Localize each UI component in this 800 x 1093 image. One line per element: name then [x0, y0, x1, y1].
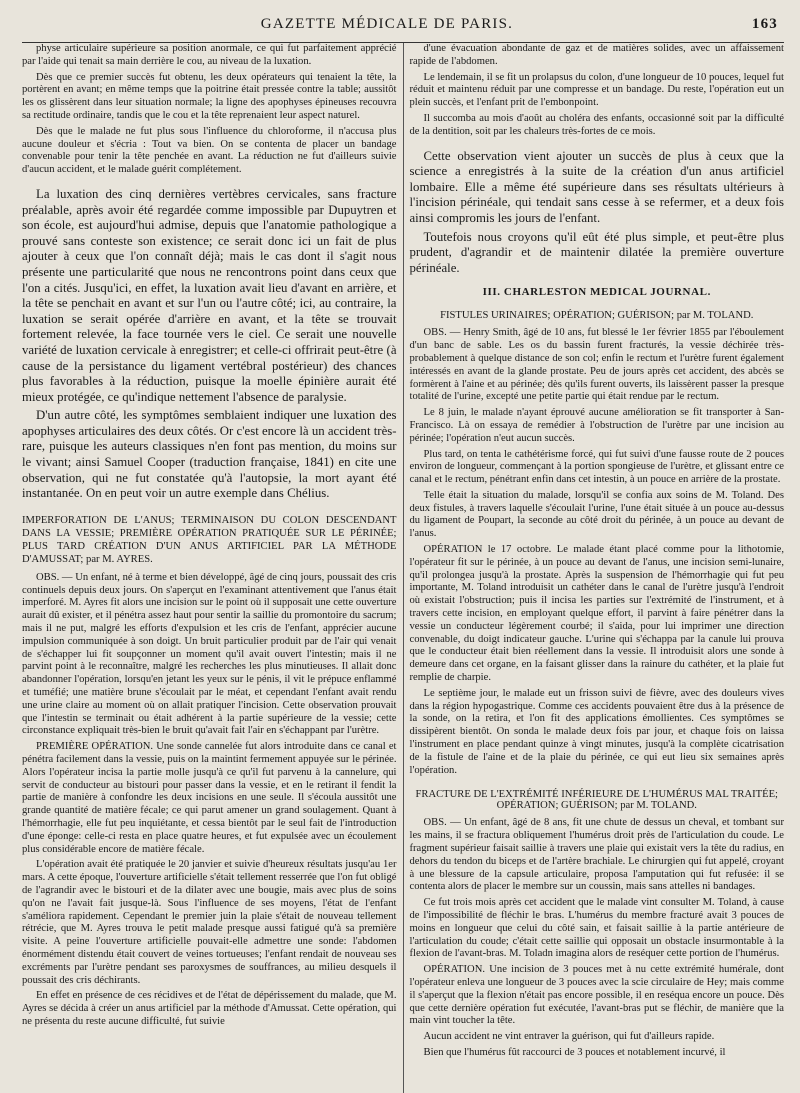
paragraph: OBS. — Henry Smith, âgé de 10 ans, fut blessé le 1er février 1855 par l'éboulement d'un banc de sable. Les os du bassin furent fracturés, la vessie déchirée très-probablement à quelque distance de son col; enfin le rectum et l'urètre furent également intéressés en avant de la glande prostate. Peu de jours après cet accident, des abcès se formèrent à l'aine et au périnée; dès qu'ils furent ouverts, ils laissèrent passer la presque totalité de l'urine, excepté une petite partie qui était rendue par le rectum.	[409, 327, 784, 403]
case-heading: IMPERFORATION DE L'ANUS; TERMINAISON DU COLON DESCENDANT DANS LA VESSIE; PREMIÈRE OPÉRATION PRATIQUÉE SUR LE PÉRINÉE; PLUS TARD CRÉATION D'UN ANUS ARTIFICIEL PAR LA MÉTHODE D'AMUSSAT; par M. AYRES.	[22, 514, 397, 565]
paragraph: Dès que le malade ne fut plus sous l'influence du chloroforme, il n'accusa plus aucune douleur et s'écria : Tout va bien. On se contenta de placer un bandage convenable pour tenir la tête penchée en avant. La réduction ne fut d'ailleurs suivie d'aucun accident, et le malade guérit complétement.	[22, 125, 397, 176]
journal-title: GAZETTE MÉDICALE DE PARIS.	[260, 16, 514, 32]
article-heading: FISTULES URINAIRES; OPÉRATION; GUÉRISON; par M. TOLAND.	[440, 310, 754, 322]
paragraph: D'un autre côté, les symptômes semblaient indiquer une luxation des apophyses articulaires des deux côtés. Or c'est encore là un accident très-rare, puisque les auteurs classiques n'en font pas mention, du moins sur le vivant; ainsi Samuel Cooper (traduction française, 1841) en cite une observation, qui ne fut constatée qu'à l'autopsie, la mort ayant été instantanée. On en peut voir un autre exemple dans Chélius.	[22, 408, 397, 501]
paragraph: Plus tard, on tenta le cathétérisme forcé, qui fut suivi d'une fausse route de 2 pouces environ de longueur, commençant à la portion spongieuse de l'urètre, et glissant entre ce canal et le rectum, pénétrant enfin dans cet intestin, à un pouce en arrière de la prostate.	[409, 448, 784, 486]
paragraph: Le 8 juin, le malade n'ayant éprouvé aucune amélioration se fit transporter à San-Francisco. Là on essaya de remédier à l'obstruction de l'urètre par une incision au périnée; l'opération n'eut aucun succès.	[409, 407, 784, 444]
paragraph: OBS. — Un enfant, âgé de 8 ans, fit une chute de dessus un cheval, et tombant sur les mains, il se fractura obliquement l'humérus droit près de l'articulation du coude. Le fragment supérieur faisait saillie à travers une plaie qui existait vers la tête du radius, en dehors du tendon du biceps et de l'artère brachiale. Le chirurgien qui fut appelé, croyant à une blessure de la capsule articulaire, proposa l'amputation qui fut refusée: il se contenta alors de placer le membre sur un coussin, mais sans attelles ni bandages.	[409, 817, 784, 893]
page-number: 163	[751, 16, 778, 32]
paragraph: Ce fut trois mois après cet accident que le malade vint consulter M. Toland, à cause de l'impossibilité de fléchir le bras. L'humérus du membre fracturé avait 3 pouces de moins en longueur que celui du côté sain, et faisait saillie à la partie antérieure de l'articulation du coude; c'était cette saillie qui opposait un obstacle insurmontable à la flexion de l'avant-bras. M. Toladn imagina alors de reséquer cette portion de l'humérus.	[409, 897, 784, 960]
paragraph: Le septième jour, le malade eut un frisson suivi de fièvre, avec des douleurs vives dans la région hypogastrique. Comme ces accidents pouvaient être dus à la présence de la sonde, on la retira, et l'on fit des applications émollientes. Ces symptômes se dissipèrent bientôt. On sonda le malade deux fois par jour, et chaque fois on laissa l'instrument en place pendant quinze à vingt minutes, jusqu'à la complète cicatrisation de la fistule de l'aine et de la plaie du périnée, ce qui eut lieu six semaines après l'opération.	[409, 687, 784, 776]
paragraph: Aucun accident ne vint entraver la guérison, qui fut d'ailleurs rapide.	[423, 1031, 715, 1043]
paragraph: En effet en présence de ces récidives et de l'état de dépérissement du malade, que M. Ayres se décida à créer un anus artificiel par la méthode d'Amussat. Cette opération, qui ne présenta du reste aucune difficulté, fut suivie	[22, 990, 397, 1027]
left-column	[22, 43, 403, 1093]
article-heading: FRACTURE DE L'EXTRÉMITÉ INFÉRIEURE DE L'HUMÉRUS MAL TRAITÉE; OPÉRATION; GUÉRISON; par M. TOLAND.	[415, 789, 778, 812]
paragraph: Toutefois nous croyons qu'il eût été plus simple, et peut-être plus prudent, d'agrandir et de maintenir dilatée la première ouverture périnéale.	[409, 229, 784, 275]
paragraph: d'une évacuation abondante de gaz et de matières solides, avec un affaissement rapide de l'abdomen.	[409, 43, 784, 67]
paragraph: Telle était la situation du malade, lorsqu'il se confia aux soins de M. Toland. Des deux fistules, à travers laquelle s'écoulait l'urine, l'une était située à un pouce au-dessus du ligament de Poupart, la seconde au côté droit du périnée, à un pouce au devant de l'anus.	[409, 489, 784, 540]
paragraph: Bien que l'humérus fût raccourci de 3 pouces et notablement incurvé, il	[423, 1046, 726, 1058]
paragraph: La luxation des cinq dernières vertèbres cervicales, sans fracture préalable, après avoir été regardée comme impossible par Dupuytren et son école, est aujourd'hui admise, depuis que l'anatomie pathologique a prouvé sans conteste son existence; ce serait donc ici un fait de plus ajouter à ceux que l'on connaît déjà; mais le cas dont il s'agit nous présente une particularité que nous ne rencontrons point dans ceux que l'on a cités. Jusqu'ici, en effet, la luxation avait lieu d'avant en arrière, et la tête se penchait en avant et sur l'un ou l'autre côté; ici, au contraire, la luxation se serait opérée d'arrière en avant, et la tête se trouvait fortement relevée, la face tournée vers le ciel. Ce serait une nouvelle variété de luxation cervicale à enregistrer; et celle-ci offrirait peut-être (à cause de la persistance du ligament vertébral postérieur) des chances plus favorables à la réduction, puisque la moelle épinière aurait été mieux protégée, ce qu'indique nettement l'absence de paralysie.	[22, 186, 397, 404]
right-column	[404, 43, 785, 1093]
paragraph: Dès que ce premier succès fut obtenu, les deux opérateurs qui tenaient la tête, la portèrent en avant; en même temps que la poitrine était pressée contre la table; aussitôt les os glissèrent dans leur situation normale; la ligne des apophyses épineuses recouvra sa rectitude ordinaire, tandis que le cou et la tête reprenaient leur aspect naturel.	[22, 71, 397, 121]
paragraph: PREMIÈRE OPÉRATION. Une sonde cannelée fut alors introduite dans ce canal et pénétra facilement dans la vessie, puis on la maintint fermement appuyée sur le périnée. Alors l'opérateur incisa la partie molle jusqu'à ce qu'il fut parvenu à la cannelure, qui servit de conducteur au bistouri pour passer dans la vessie, et en le retirant il fendit la partie de manière à confondre les deux incisions en une seule. Il s'écoula aussitôt une grande quantité de matière fécale; ce qui parut amener un grand soulagement. Quant à l'hémorrhagie, elle fut peu inquiétante, et cessa bientôt par le seul fait de l'introduction d'une éponge: celle-ci resta en place quatre heures, et fut expulsée avec un écoulement plus considérable encore de matière fécale.	[22, 741, 397, 855]
paragraph: OPÉRATION le 17 octobre. Le malade étant placé comme pour la lithotomie, l'opérateur fit sur le périnée, à un pouce au devant de l'anus, une incision semi-lunaire, qu'il prolongea jusqu'à la prostate. Après la suspension de l'hémorrhagie qui fut peu importante, M. Toland introduisit un cathéter dans le canal de l'urètre jusqu'à l'endroit où existait l'obstruction; puis il incisa les parties sur l'extrémité de l'instrument, et à travers cette incision, en employant quelque effort, il parvint à faire pénétrer dans la vessie un conducteur légèrement courbé; il s'aida, pour lui imprimer une direction convenable, du doigt indicateur gauche. L'urine qui s'échappa par la canule lui prouva que le conducteur était bien réellement dans la vessie. Il introduisit alors une sonde à demeure dans cet organe, en la faisant glisser dans la rainure du cathéter, et la plaie fut remplie de charpie.	[409, 544, 784, 684]
section-title: III. CHARLESTON MEDICAL JOURNAL.	[482, 286, 711, 299]
paragraph: OBS. — Un enfant, né à terme et bien développé, âgé de cinq jours, poussait des cris continuels depuis deux jours. On s'aperçut en l'examinant attentivement que l'anus était imperforé. M. Ayres fit alors une incision sur le point où il supposait une cette ouverture aurait dû exister, et il pénétra assez haut pour sentir la saillie du promontoire du sacrum; mais il ne put, malgré les efforts d'expulsion et les cris de l'enfant, apprécier aucune impulsion communiquée à son doigt. Un bruit particulier produit par de l'air qui venait de s'échapper lui fit soupçonner un moment qu'il avait ouvert l'intestin; mais il ne parvint point à le reconnaître, malgré les recherches les plus minutieuses. Il allait donc abandonner l'opération, lorsqu'en jetant les yeux sur le pénis, il vit le prépuce enflammé et tuméfié; une matière brune s'écoulait par le méat, et cependant l'enfant avait rendu une urine claire au moment où on allait pratiquer l'incision. Cette observation prouvait que l'intestin se terminait ou était adhérent à la partie supérieure de la vessie; cette circonstance expliquait très-bien le bruit qu'avait fait l'air en s'échappant par l'urètre.	[22, 571, 397, 737]
paragraph: Cette observation vient ajouter un succès de plus à ceux que la science a enregistrés à la suite de la création d'un anus artificiel lombaire. Elle a même été supérieure dans ses résultats ultérieurs à l'incision périnéale, qui tendait sans cesse à se refermer, et a deux fois ainsi compromis les jours de l'enfant.	[409, 148, 784, 225]
paragraph: Il succomba au mois d'août au choléra des enfants, occasionné soit par la difficulté de la dentition, soit par les chaleurs très-fortes de ce mois.	[409, 112, 784, 137]
paragraph: physe articulaire supérieure sa position anormale, ce qui fut parfaitement apprécié par l'aide qui tenait sa main derrière le cou, au niveau de la luxation.	[22, 43, 397, 67]
paragraph: OPÉRATION. Une incision de 3 pouces met à nu cette extrémité humérale, dont l'opérateur enleva une longueur de 3 pouces avec la scie circulaire de Hey; mais comme il s'aperçut que la flexion n'était pas encore possible, il en reséqua encore un pouce. Dès que cette dernière opération fut exécutée, l'avant-bras put se fléchir, de manière que la main vint toucher la tête.	[409, 964, 784, 1027]
paragraph: Le lendemain, il se fit un prolapsus du colon, d'une longueur de 10 pouces, lequel fut réduit et maintenu réduit par une compresse et un bandage. Du reste, l'opération eut un plein succès, et l'enfant prit de l'embonpoint.	[409, 71, 784, 109]
paragraph: L'opération avait été pratiquée le 20 janvier et suivie d'heureux résultats jusqu'au 1er mars. A cette époque, l'ouverture artificielle s'était tellement resserrée que l'on fut obligé de l'agrandir avec le bistouri et de la dilater avec une bougie, mais avec plus de soins qu'on ne l'avait fait jusque-là. Sous l'influence de ses moyens, l'état de l'enfant s'améliora rapidement. Cependant le premier juin la plaie s'était de nouveau tellement rétrécie, que M. Ayres trouva le petit malade presque aussi fatigué qu'à sa première visite. A peine l'ouverture artificielle pouvait-elle admettre une sonde: l'abdomen énormément distendu était couvert de veines tortueuses; l'enfant rendait de nouveau ses excréments par l'urètre pendant ses paroxysmes de souffrances, au milieu desquels il poussait des cris déchirants.	[22, 859, 397, 986]
running-header	[22, 10, 784, 43]
